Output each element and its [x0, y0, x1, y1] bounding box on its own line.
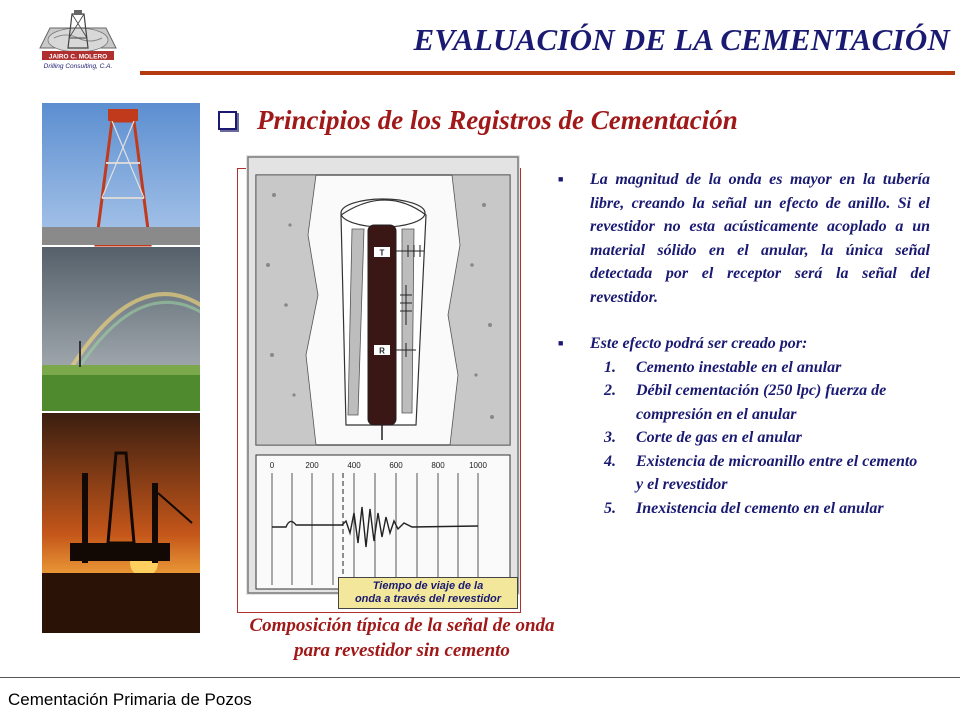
content-text	[554, 168, 930, 520]
drilling-rig-photo	[42, 103, 200, 245]
effects-list	[554, 356, 930, 521]
list-item	[554, 497, 930, 521]
list-item-text: Corte de gas en el anular	[636, 429, 802, 446]
list-item	[554, 450, 930, 497]
footer-divider	[0, 677, 960, 678]
caption-line-2: para revestidor sin cemento	[294, 640, 510, 661]
axis-tick-1000: 1000	[469, 461, 487, 470]
paragraph-1-text: La magnitud de la onda es mayor en la tubería libre, creando la señal un efecto de anillo. Si el revestidor no esta acústicamente acoplado a un material sólido en el anular, la única señal detectada por el receptor será la señal del revestidor.	[590, 171, 930, 306]
axis-tick-200: 200	[305, 461, 319, 470]
footer-text: Cementación Primaria de Pozos	[8, 690, 252, 709]
logo-company-text: Drilling Consulting, C.A.	[43, 63, 113, 70]
transmitter-marker: T	[379, 248, 385, 258]
figure-caption	[200, 613, 604, 663]
page-title: EVALUACIÓN DE LA CEMENTACIÓN	[413, 22, 950, 57]
list-item-number: 2.	[604, 382, 616, 399]
logo-name-text: JAIRO C. MOLERO	[48, 53, 108, 61]
derrick-globe-logo-icon	[40, 10, 116, 52]
square-bullet-icon: ■	[558, 338, 564, 348]
rainbow-field-photo	[42, 247, 200, 411]
waveform-chart	[256, 455, 510, 589]
receiver-marker: R	[379, 346, 385, 356]
axis-tick-800: 800	[431, 461, 445, 470]
paragraph-2-text: Este efecto podrá ser creado por:	[590, 335, 808, 352]
paragraph-1	[554, 168, 930, 309]
wave-travel-time-label	[338, 577, 518, 609]
list-item-number: 4.	[604, 452, 616, 470]
list-item	[554, 356, 930, 380]
section-subtitle: Principios de los Registros de Cementación	[257, 104, 738, 135]
list-item-number: 5.	[604, 499, 616, 517]
axis-tick-400: 400	[347, 461, 361, 470]
section-heading	[218, 100, 918, 140]
cement-bond-log-diagram	[246, 155, 528, 605]
paragraph-spacer	[554, 309, 930, 332]
list-item	[554, 426, 930, 450]
label-line-1: Tiempo de viaje de la	[372, 580, 484, 592]
label-line-2: onda a través del revestidor	[354, 593, 502, 605]
company-logo	[36, 8, 120, 72]
paragraph-2	[554, 332, 930, 356]
wellbore-illustration	[256, 175, 510, 445]
offshore-sunset-photo	[42, 413, 200, 633]
list-item-number: 1.	[604, 358, 616, 376]
list-item-text: Existencia de microanillo entre el cemento y el revestidor	[636, 452, 918, 493]
list-item-text: Débil cementación (250 lpc) fuerza de compresión en el anular	[636, 382, 887, 423]
square-bullet-icon: ■	[558, 174, 564, 184]
axis-tick-0: 0	[269, 461, 275, 470]
list-item-number: 3.	[604, 429, 616, 446]
title-underline	[140, 71, 955, 75]
hollow-square-bullet-icon	[218, 111, 237, 130]
axis-tick-600: 600	[389, 461, 403, 470]
list-item-text: Cemento inestable en el anular	[636, 358, 842, 376]
list-item	[554, 379, 930, 426]
oilfield-photo-strip	[42, 103, 200, 633]
caption-line-1: Composición típica de la señal de onda	[249, 615, 555, 636]
list-item-text: Inexistencia del cemento en el anular	[636, 499, 884, 517]
